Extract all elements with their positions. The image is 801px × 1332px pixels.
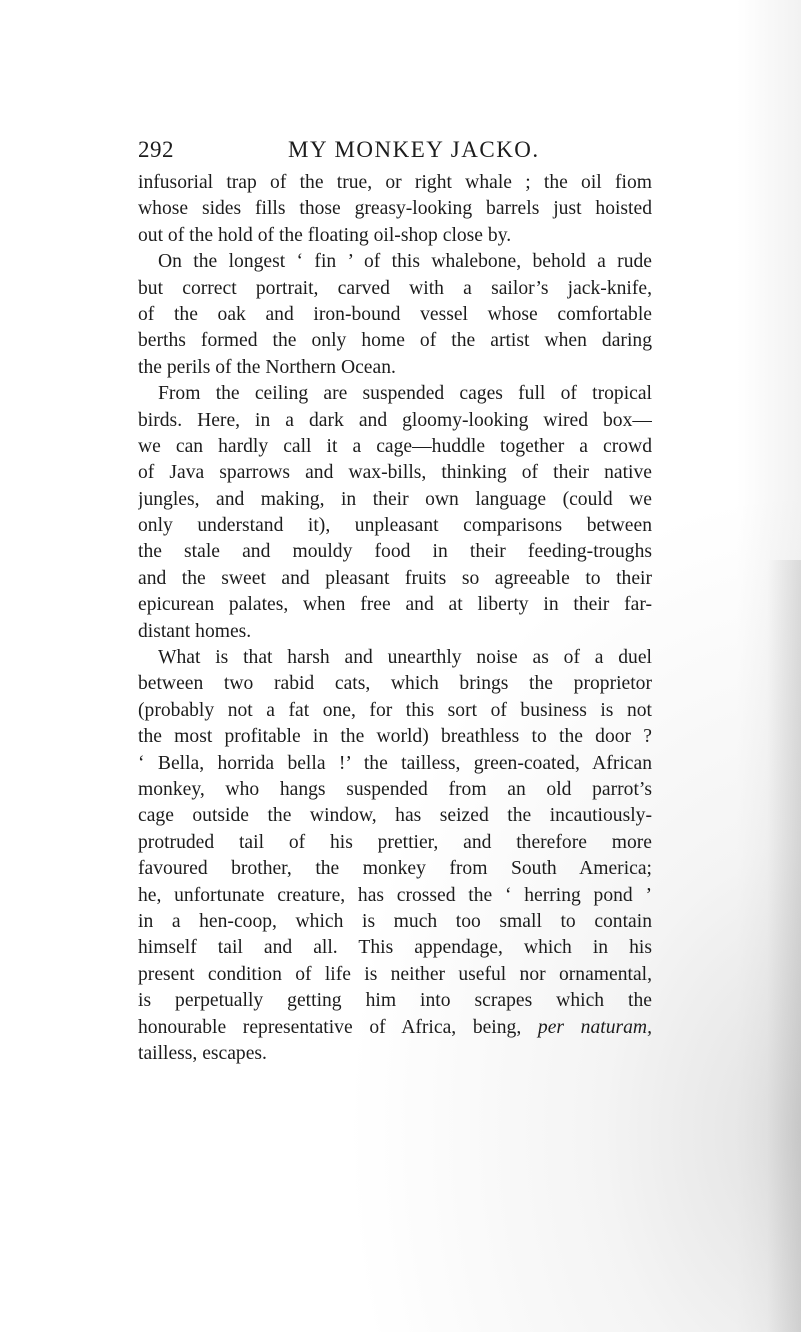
text-line: (probably not a fat one, for this sort of business is not (138, 699, 652, 721)
text-line: What is that harsh and unearthly noise as of a duel (158, 647, 652, 669)
page-number: 292 (138, 137, 174, 162)
text-line-start: honourable representative of Africa, being, (138, 1016, 522, 1038)
page-shadow (767, 560, 801, 1332)
text-line: whose sides fills those greasy-looking barrels just hoisted (138, 198, 652, 220)
text-line: he, unfortunate creature, has crossed the ‘ herring pond ’ (138, 884, 652, 906)
running-head (138, 137, 654, 169)
text-line: in a hen-coop, which is much too small to contain (138, 910, 652, 932)
latin-phrase: per naturam, (537, 1016, 652, 1038)
body-text (138, 170, 652, 1067)
text-line: From the ceiling are suspended cages full of tropical (158, 383, 652, 405)
running-title: MY MONKEY JACKO. (288, 137, 540, 162)
text-line: out of the hold of the floating oil-shop close by. (138, 224, 512, 246)
text-line: we can hardly call it a cage—huddle together a crowd (138, 435, 652, 457)
text-line: protruded tail of his prettier, and therefore more (138, 831, 652, 853)
text-line: distant homes. (138, 620, 252, 642)
text-line: infusorial trap of the true, or right whale ; the oil fiom (138, 172, 652, 193)
text-line: of Java sparrows and wax-bills, thinking of their native (138, 462, 652, 484)
text-line: of the oak and iron-bound vessel whose comfortable (138, 303, 652, 325)
text-line: only understand it), unpleasant comparisons between (138, 515, 652, 537)
text-line (138, 1015, 652, 1041)
text-line: present condition of life is neither useful nor ornamental, (138, 963, 652, 985)
text-line: epicurean palates, when free and at liberty in their far- (138, 594, 652, 616)
text-line: himself tail and all. This appendage, which in his (138, 937, 652, 959)
text-line: ‘ Bella, horrida bella !’ the tailless, green-coated, African (138, 752, 652, 774)
text-line: cage outside the window, has seized the incautiously- (138, 805, 652, 827)
text-line: the most profitable in the world) breathless to the door ? (138, 726, 652, 748)
text-line: and the sweet and pleasant fruits so agreeable to their (138, 567, 652, 589)
text-line: favoured brother, the monkey from South America; (138, 858, 652, 880)
text-line: jungles, and making, in their own language (could we (138, 488, 652, 510)
text-line: tailless, escapes. (138, 1042, 267, 1064)
text-line: monkey, who hangs suspended from an old parrot’s (138, 778, 652, 800)
text-line: the stale and mouldy food in their feeding-troughs (138, 541, 652, 563)
text-line: On the longest ‘ fin ’ of this whalebone, behold a rude (158, 251, 652, 273)
text-line: is perpetually getting him into scrapes which the (138, 990, 652, 1012)
text-line: between two rabid cats, which brings the proprietor (138, 673, 652, 695)
text-line: birds. Here, in a dark and gloomy-looking wired box— (138, 409, 652, 431)
text-line: but correct portrait, carved with a sailor’s jack-knife, (138, 277, 652, 299)
text-line: berths formed the only home of the artist when daring (138, 330, 652, 352)
text-line: the perils of the Northern Ocean. (138, 356, 396, 378)
